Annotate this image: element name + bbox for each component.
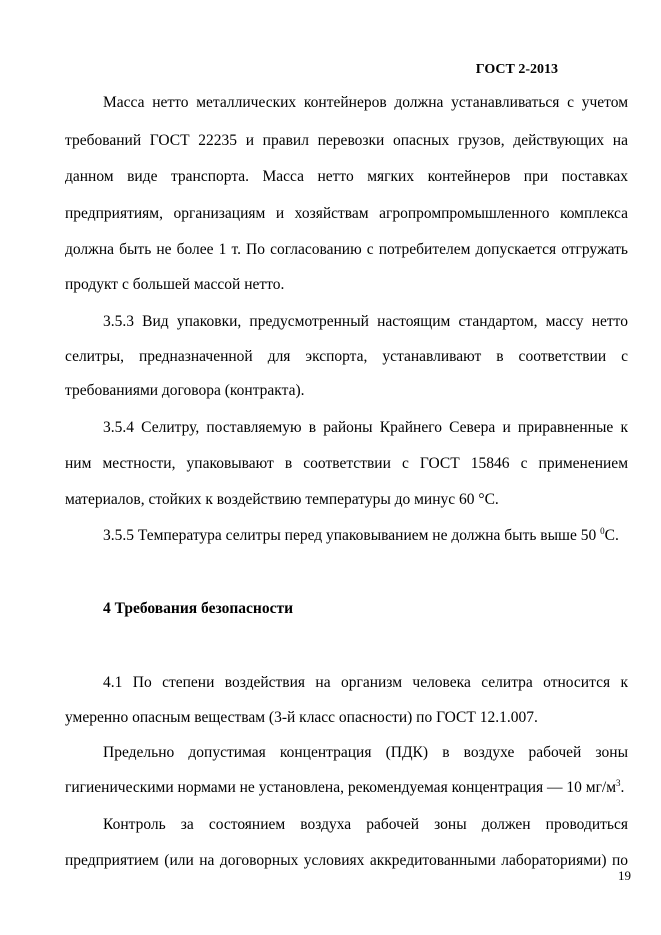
text-line	[103, 526, 628, 546]
text-line: предприятиям, организациям и хозяйствам агропромпромышленного комплекса	[65, 205, 628, 222]
text-fragment: С.	[604, 527, 619, 544]
text-line: 4.1 По степени воздействия на организм человека селитра относится к	[103, 674, 628, 691]
text-line: требований ГОСТ 22235 и правил перевозки опасных грузов, действующих на	[65, 132, 628, 149]
text-line: ним местности, упаковывают в соответствии с ГОСТ 15846 с применением	[65, 455, 628, 472]
text-line: 3.5.4 Селитру, поставляемую в районы Крайнего Севера и приравненные к	[103, 419, 628, 436]
superscript: 3	[616, 778, 621, 788]
text-line: продукт с большей массой нетто.	[65, 276, 285, 293]
text-line: требованиями договора (контракта).	[65, 382, 305, 399]
text-line: должна быть не более 1 т. По согласованию с потребителем допускается отгружать	[65, 241, 628, 258]
text-fragment: 3.5.5 Температура селитры перед упаковыванием не должна быть выше 50	[103, 527, 601, 544]
text-line: селитры, предназначенной для экспорта, устанавливают в соответствии с	[65, 348, 628, 365]
superscript: 0	[600, 526, 605, 536]
text-line: материалов, стойких к воздействию температуры до минус 60 °С.	[65, 491, 499, 508]
text-line: данном виде транспорта. Масса нетто мягких контейнеров при поставках	[65, 168, 628, 185]
text-line: Масса нетто металлических контейнеров должна устанавливаться с учетом	[103, 94, 628, 111]
section-heading: 4 Требования безопасности	[103, 600, 294, 617]
text-line: Контроль за состоянием воздуха рабочей зоны должен проводиться	[103, 816, 628, 833]
text-line: умеренно опасным веществам (3-й класс опасности) по ГОСТ 12.1.007.	[65, 709, 538, 726]
text-line: предприятием (или на договорных условиях аккредитованными лабораториями) по	[65, 852, 628, 869]
text-line: Предельно допустимая концентрация (ПДК) в воздухе рабочей зоны	[103, 744, 628, 761]
text-fragment: .	[620, 779, 625, 796]
text-line	[65, 778, 628, 798]
text-line: 3.5.3 Вид упаковки, предусмотренный настоящим стандартом, массу нетто	[103, 313, 628, 330]
text-fragment: гигиеническими нормами не установлена, рекомендуемая концентрация — 10 мг/м	[65, 779, 617, 796]
page-number: 19	[618, 868, 631, 883]
document-header: ГОСТ 2-2013	[475, 62, 558, 77]
